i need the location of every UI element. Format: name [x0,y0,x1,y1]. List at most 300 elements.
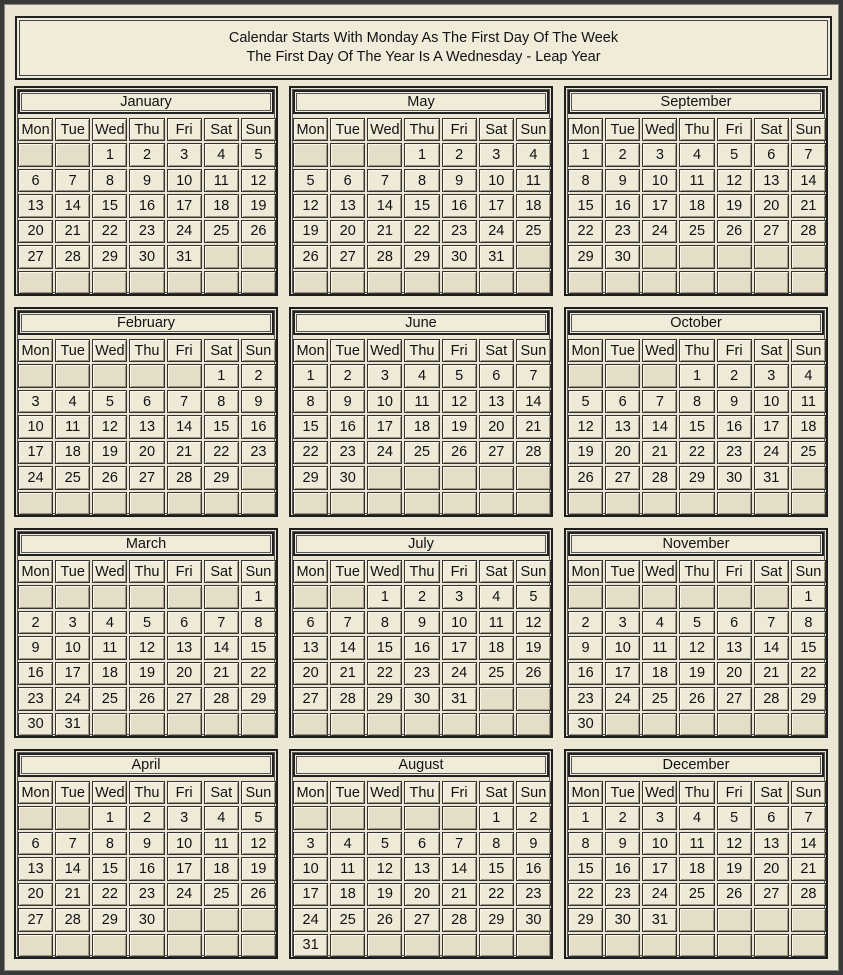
day-cell: 11 [679,832,714,855]
day-cell: 25 [479,662,514,685]
day-cell: 23 [568,687,603,710]
day-cell: 12 [367,857,402,880]
day-cell: 14 [791,832,826,855]
day-cell: 17 [167,194,202,217]
day-cell: 21 [516,415,551,438]
day-cell: 26 [367,908,402,931]
day-cell: 30 [404,687,439,710]
day-cell: 26 [442,441,477,464]
weekday-header: Tue [605,339,640,362]
day-cell: 21 [55,220,90,243]
empty-cell [204,934,239,957]
day-cell: 9 [516,832,551,855]
day-cell: 15 [293,415,328,438]
empty-cell [642,585,677,608]
day-cell: 4 [404,364,439,387]
weekday-header: Sun [516,781,551,804]
weekday-header: Mon [293,118,328,141]
empty-cell [55,492,90,515]
weekday-header: Wed [642,339,677,362]
day-cell: 8 [568,169,603,192]
empty-cell [241,271,276,294]
month-october [564,307,828,517]
empty-cell [404,934,439,957]
day-cell: 3 [754,364,789,387]
month-grid [293,560,551,736]
weekday-header: Sun [241,118,276,141]
empty-cell [55,364,90,387]
month-title: September [568,90,824,114]
day-cell: 26 [717,220,752,243]
empty-cell [442,806,477,829]
day-cell: 19 [241,194,276,217]
empty-cell [717,713,752,736]
day-cell: 27 [293,687,328,710]
empty-cell [293,143,328,166]
day-cell: 5 [717,143,752,166]
weekday-header: Tue [55,560,90,583]
empty-cell [367,934,402,957]
day-cell: 2 [442,143,477,166]
day-cell: 28 [642,466,677,489]
day-cell: 26 [129,687,164,710]
month-title: June [293,311,549,335]
day-cell: 21 [367,220,402,243]
day-cell: 26 [717,883,752,906]
day-cell: 14 [167,415,202,438]
day-cell: 28 [330,687,365,710]
day-cell: 11 [404,390,439,413]
day-cell: 23 [129,883,164,906]
day-cell: 1 [92,143,127,166]
day-cell: 2 [605,806,640,829]
month-title: July [293,532,549,556]
day-cell: 9 [568,636,603,659]
empty-cell [442,492,477,515]
day-cell: 1 [92,806,127,829]
day-cell: 25 [330,908,365,931]
weekday-header: Thu [129,560,164,583]
day-cell: 12 [679,636,714,659]
day-cell: 25 [679,883,714,906]
day-cell: 25 [204,220,239,243]
day-cell: 30 [568,713,603,736]
day-cell: 11 [791,390,826,413]
day-cell: 29 [92,245,127,268]
day-cell: 8 [568,832,603,855]
weekday-header: Thu [679,781,714,804]
empty-cell [367,143,402,166]
day-cell: 18 [404,415,439,438]
weekday-header: Wed [367,118,402,141]
day-cell: 6 [717,611,752,634]
day-cell: 28 [516,441,551,464]
empty-cell [129,934,164,957]
empty-cell [717,585,752,608]
day-cell: 2 [241,364,276,387]
empty-cell [605,713,640,736]
weekday-header: Mon [568,781,603,804]
day-cell: 17 [293,883,328,906]
empty-cell [479,271,514,294]
empty-cell [293,806,328,829]
day-cell: 13 [717,636,752,659]
day-cell: 23 [129,220,164,243]
day-cell: 6 [479,364,514,387]
day-cell: 17 [642,857,677,880]
day-cell: 12 [293,194,328,217]
weekday-header: Sun [791,339,826,362]
month-title: November [568,532,824,556]
weekday-header: Fri [442,781,477,804]
day-cell: 7 [330,611,365,634]
day-cell: 19 [442,415,477,438]
day-cell: 24 [605,687,640,710]
day-cell: 11 [55,415,90,438]
empty-cell [241,245,276,268]
day-cell: 5 [568,390,603,413]
day-cell: 4 [204,806,239,829]
day-cell: 20 [754,194,789,217]
day-cell: 25 [642,687,677,710]
month-grid [293,339,551,515]
day-cell: 4 [679,143,714,166]
weekday-header: Mon [18,118,53,141]
day-cell: 20 [605,441,640,464]
weekday-header: Fri [167,339,202,362]
day-cell: 13 [479,390,514,413]
empty-cell [92,271,127,294]
day-cell: 26 [679,687,714,710]
day-cell: 1 [679,364,714,387]
empty-cell [404,466,439,489]
day-cell: 2 [717,364,752,387]
day-cell: 29 [293,466,328,489]
day-cell: 23 [717,441,752,464]
day-cell: 1 [404,143,439,166]
day-cell: 29 [479,908,514,931]
day-cell: 18 [204,194,239,217]
day-cell: 13 [404,857,439,880]
day-cell: 2 [605,143,640,166]
day-cell: 28 [367,245,402,268]
weekday-header: Wed [367,339,402,362]
day-cell: 9 [717,390,752,413]
day-cell: 17 [55,662,90,685]
empty-cell [791,245,826,268]
day-cell: 18 [55,441,90,464]
weekday-header: Sun [241,339,276,362]
empty-cell [754,585,789,608]
day-cell: 13 [754,832,789,855]
weekday-header: Thu [404,560,439,583]
day-cell: 15 [92,194,127,217]
day-cell: 29 [92,908,127,931]
weekday-header: Mon [568,118,603,141]
day-cell: 25 [516,220,551,243]
day-cell: 1 [568,806,603,829]
weekday-header: Tue [605,560,640,583]
empty-cell [241,713,276,736]
day-cell: 10 [479,169,514,192]
day-cell: 25 [92,687,127,710]
day-cell: 9 [129,169,164,192]
day-cell: 22 [367,662,402,685]
day-cell: 9 [442,169,477,192]
empty-cell [167,492,202,515]
empty-cell [568,364,603,387]
empty-cell [516,492,551,515]
month-june [289,307,553,517]
weekday-header: Tue [330,560,365,583]
day-cell: 27 [754,883,789,906]
day-cell: 5 [516,585,551,608]
day-cell: 22 [92,883,127,906]
day-cell: 25 [679,220,714,243]
empty-cell [679,492,714,515]
day-cell: 8 [367,611,402,634]
empty-cell [18,806,53,829]
weekday-header: Wed [642,560,677,583]
empty-cell [642,364,677,387]
day-cell: 16 [442,194,477,217]
month-april [14,749,278,959]
day-cell: 20 [18,883,53,906]
day-cell: 3 [167,143,202,166]
empty-cell [18,934,53,957]
weekday-header: Mon [568,339,603,362]
day-cell: 12 [717,832,752,855]
day-cell: 16 [568,662,603,685]
weekday-header: Sun [791,560,826,583]
empty-cell [293,492,328,515]
empty-cell [679,713,714,736]
empty-cell [167,934,202,957]
day-cell: 24 [367,441,402,464]
empty-cell [679,934,714,957]
day-cell: 14 [791,169,826,192]
empty-cell [642,713,677,736]
month-grid [568,118,826,294]
day-cell: 2 [129,143,164,166]
weekday-header: Fri [442,118,477,141]
empty-cell [479,934,514,957]
day-cell: 16 [404,636,439,659]
day-cell: 13 [129,415,164,438]
day-cell: 15 [204,415,239,438]
day-cell: 13 [754,169,789,192]
day-cell: 14 [367,194,402,217]
day-cell: 15 [791,636,826,659]
day-cell: 8 [293,390,328,413]
empty-cell [754,908,789,931]
day-cell: 15 [568,194,603,217]
empty-cell [293,271,328,294]
empty-cell [516,934,551,957]
day-cell: 21 [791,194,826,217]
empty-cell [241,908,276,931]
weekday-header: Sat [754,339,789,362]
day-cell: 30 [442,245,477,268]
day-cell: 14 [330,636,365,659]
day-cell: 6 [129,390,164,413]
day-cell: 26 [92,466,127,489]
day-cell: 28 [791,220,826,243]
empty-cell [293,713,328,736]
day-cell: 27 [717,687,752,710]
weekday-header: Thu [679,118,714,141]
day-cell: 21 [167,441,202,464]
day-cell: 11 [204,832,239,855]
day-cell: 7 [167,390,202,413]
weekday-header: Thu [679,560,714,583]
day-cell: 3 [642,806,677,829]
weekday-header: Wed [642,781,677,804]
day-cell: 23 [605,220,640,243]
day-cell: 21 [791,857,826,880]
day-cell: 14 [204,636,239,659]
day-cell: 28 [204,687,239,710]
day-cell: 18 [791,415,826,438]
day-cell: 3 [442,585,477,608]
empty-cell [717,908,752,931]
day-cell: 14 [55,857,90,880]
day-cell: 12 [442,390,477,413]
empty-cell [330,806,365,829]
empty-cell [241,492,276,515]
day-cell: 19 [717,857,752,880]
day-cell: 3 [18,390,53,413]
empty-cell [642,492,677,515]
empty-cell [642,934,677,957]
day-cell: 10 [55,636,90,659]
empty-cell [129,492,164,515]
day-cell: 14 [642,415,677,438]
weekday-header: Tue [330,781,365,804]
empty-cell [404,492,439,515]
day-cell: 22 [92,220,127,243]
day-cell: 17 [167,857,202,880]
empty-cell [293,585,328,608]
month-grid [18,781,276,957]
day-cell: 20 [717,662,752,685]
weekday-header: Sat [479,339,514,362]
day-cell: 2 [18,611,53,634]
day-cell: 23 [18,687,53,710]
day-cell: 3 [293,832,328,855]
day-cell: 8 [479,832,514,855]
day-cell: 9 [605,832,640,855]
empty-cell [717,934,752,957]
day-cell: 23 [442,220,477,243]
day-cell: 28 [442,908,477,931]
day-cell: 29 [679,466,714,489]
weekday-header: Mon [18,560,53,583]
day-cell: 4 [204,143,239,166]
day-cell: 24 [167,883,202,906]
day-cell: 29 [367,687,402,710]
empty-cell [367,806,402,829]
month-february [14,307,278,517]
month-title: May [293,90,549,114]
day-cell: 4 [330,832,365,855]
day-cell: 25 [791,441,826,464]
day-cell: 29 [568,908,603,931]
month-title: March [18,532,274,556]
month-title: December [568,753,824,777]
day-cell: 12 [241,169,276,192]
day-cell: 2 [129,806,164,829]
weekday-header: Thu [404,118,439,141]
weekday-header: Sun [241,781,276,804]
day-cell: 28 [55,908,90,931]
weekday-header: Mon [293,781,328,804]
empty-cell [516,713,551,736]
day-cell: 29 [404,245,439,268]
day-cell: 10 [293,857,328,880]
weekday-header: Fri [167,560,202,583]
day-cell: 14 [55,194,90,217]
day-cell: 29 [791,687,826,710]
empty-cell [129,585,164,608]
empty-cell [367,271,402,294]
day-cell: 19 [92,441,127,464]
day-cell: 11 [92,636,127,659]
day-cell: 7 [791,806,826,829]
empty-cell [516,271,551,294]
day-cell: 26 [241,220,276,243]
empty-cell [167,713,202,736]
day-cell: 18 [642,662,677,685]
weekday-header: Wed [367,781,402,804]
day-cell: 31 [55,713,90,736]
day-cell: 28 [55,245,90,268]
day-cell: 8 [241,611,276,634]
day-cell: 5 [293,169,328,192]
month-january [14,86,278,296]
day-cell: 8 [92,169,127,192]
empty-cell [167,908,202,931]
weekday-header: Tue [55,781,90,804]
weekday-header: Tue [330,118,365,141]
day-cell: 11 [479,611,514,634]
empty-cell [204,492,239,515]
weekday-header: Tue [55,339,90,362]
weekday-header: Sat [754,118,789,141]
empty-cell [167,585,202,608]
day-cell: 8 [679,390,714,413]
empty-cell [55,806,90,829]
empty-cell [204,585,239,608]
day-cell: 4 [55,390,90,413]
day-cell: 21 [754,662,789,685]
day-cell: 25 [404,441,439,464]
day-cell: 14 [442,857,477,880]
day-cell: 15 [367,636,402,659]
empty-cell [55,143,90,166]
empty-cell [791,934,826,957]
day-cell: 24 [167,220,202,243]
header-line-2: The First Day Of The Year Is A Wednesday - Leap Year [246,49,601,65]
month-grid [293,781,551,957]
day-cell: 20 [167,662,202,685]
weekday-header: Wed [92,118,127,141]
day-cell: 9 [129,832,164,855]
day-cell: 12 [241,832,276,855]
day-cell: 9 [605,169,640,192]
day-cell: 22 [293,441,328,464]
day-cell: 15 [241,636,276,659]
